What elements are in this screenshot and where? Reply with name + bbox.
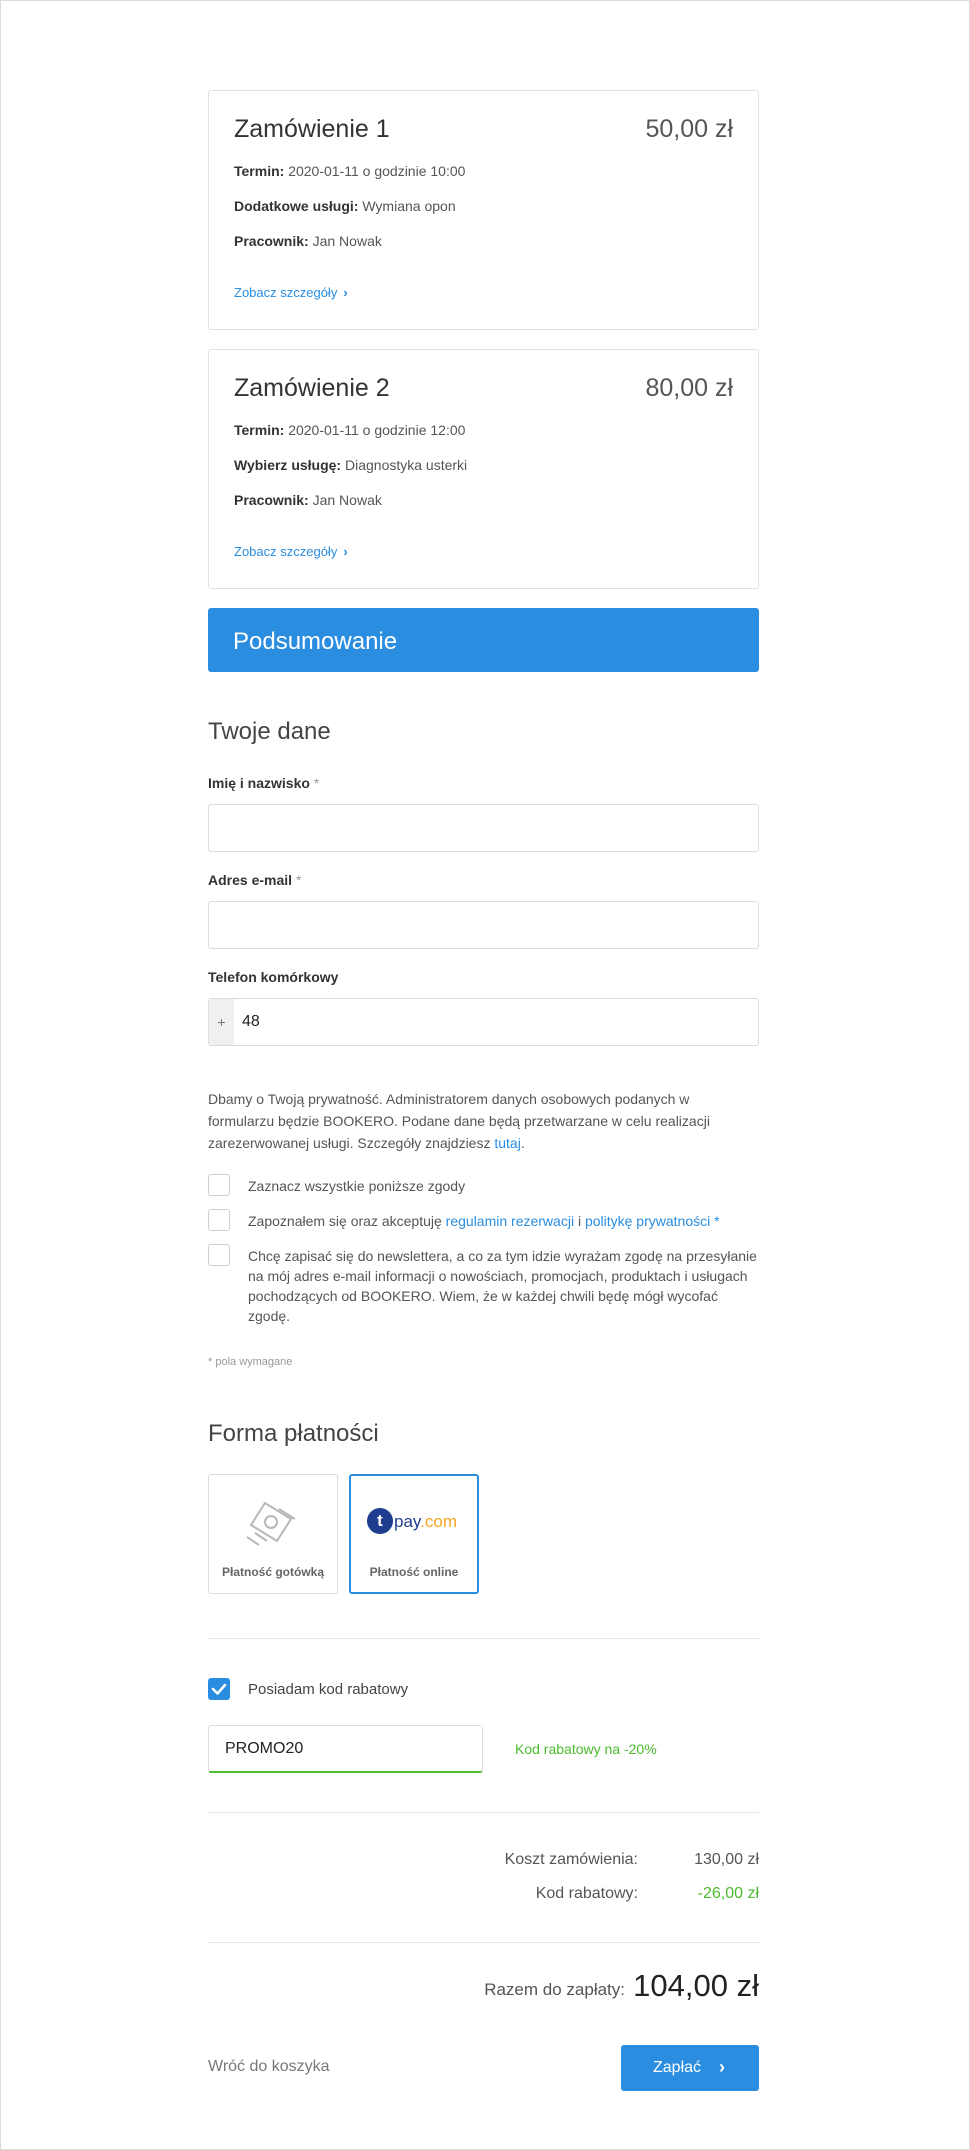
pay-button[interactable] bbox=[621, 2045, 759, 2091]
order-service bbox=[234, 457, 467, 473]
consent-terms-prefix: Zapoznałem się oraz akceptuję bbox=[248, 1213, 446, 1229]
consent-newsletter-checkbox[interactable] bbox=[208, 1244, 230, 1266]
order-cost-value: 130,00 zł bbox=[694, 1851, 759, 1868]
discount-code-value: PROMO20 bbox=[225, 1740, 304, 1757]
order-service bbox=[234, 198, 456, 214]
privacy-text: Dbamy o Twoją prywatność. Administratorem danych osobowych podanych w formularzu będzie BOOKERO. Podane dane będą przetwarzane w celu realizacji zarezerwowanej usługi. Szczegóły znajdziesz bbox=[208, 1091, 710, 1151]
cash-icon bbox=[245, 1497, 303, 1547]
consent-terms-and: i bbox=[574, 1213, 585, 1229]
consent-newsletter-label: Chcę zapisać się do newslettera, a co za tym idzie wyrażam zgodę na przesyłanie na mój adres e-mail informacji o nowościach, promocjach, produktach i usługach pochodzących od BOOKERO. Wiem, że w każdej chwili będę mógł wycofać zgodę. bbox=[248, 1248, 757, 1324]
consent-all-checkbox[interactable] bbox=[208, 1174, 230, 1196]
order-service-label: Dodatkowe usługi: bbox=[234, 198, 359, 214]
discount-code-input[interactable] bbox=[208, 1725, 483, 1773]
order-term bbox=[234, 422, 465, 438]
order-details-link[interactable] bbox=[234, 544, 348, 559]
payment-cash-option[interactable] bbox=[208, 1474, 338, 1594]
order-details-link[interactable] bbox=[234, 285, 348, 300]
order-service-label: Wybierz usługę: bbox=[234, 457, 342, 473]
summary-header: Podsumowanie bbox=[208, 608, 759, 672]
order-term-label: Termin: bbox=[234, 422, 285, 438]
payment-online-option[interactable] bbox=[349, 1474, 479, 1594]
order-term-value: 2020-01-11 o godzinie 12:00 bbox=[288, 422, 466, 438]
order-card-1 bbox=[208, 90, 759, 330]
privacy-notice bbox=[208, 1088, 748, 1154]
phone-value: 48 bbox=[242, 1013, 260, 1030]
privacy-end: . bbox=[520, 1135, 525, 1151]
order-card-2 bbox=[208, 349, 759, 589]
order-term bbox=[234, 163, 465, 179]
email-input[interactable] bbox=[208, 901, 759, 949]
order-price: 80,00 zł bbox=[645, 374, 733, 402]
discount-checkbox[interactable] bbox=[208, 1678, 230, 1700]
order-title: Zamówienie 1 bbox=[234, 115, 390, 143]
payment-cash-label: Płatność gotówką bbox=[221, 1565, 325, 1579]
divider bbox=[208, 1942, 759, 1943]
terms-link[interactable]: regulamin rezerwacji bbox=[445, 1213, 575, 1229]
tpay-logo-text bbox=[394, 1512, 457, 1532]
chevron-right-icon: › bbox=[343, 544, 348, 559]
phone-label: Telefon komórkowy bbox=[208, 969, 339, 985]
order-title: Zamówienie 2 bbox=[234, 374, 390, 402]
tpay-logo bbox=[367, 1506, 467, 1538]
order-details-link-label: Zobacz szczegóły bbox=[234, 544, 338, 559]
order-service-value: Diagnostyka usterki bbox=[344, 457, 468, 473]
back-to-cart-link[interactable]: Wróć do koszyka bbox=[208, 2058, 330, 2075]
phone-input[interactable] bbox=[208, 998, 759, 1046]
required-mark: * bbox=[710, 1213, 720, 1229]
chevron-right-icon: › bbox=[343, 285, 348, 300]
order-details-link-label: Zobacz szczegóły bbox=[234, 285, 338, 300]
order-worker-label: Pracownik: bbox=[234, 492, 309, 508]
discount-cost-value: -26,00 zł bbox=[697, 1885, 759, 1902]
consent-terms-label bbox=[248, 1211, 763, 1231]
order-worker bbox=[234, 492, 382, 508]
email-label bbox=[208, 872, 301, 888]
required-mark: * bbox=[313, 775, 320, 791]
name-input[interactable] bbox=[208, 804, 759, 852]
checkmark-icon bbox=[208, 1678, 230, 1700]
divider bbox=[208, 1812, 759, 1813]
name-label-text: Imię i nazwisko bbox=[208, 775, 310, 791]
discount-status: Kod rabatowy na -20% bbox=[515, 1741, 657, 1757]
privacy-details-link[interactable]: tutaj bbox=[494, 1135, 521, 1151]
total-label: Razem do zapłaty: bbox=[484, 1980, 625, 1999]
order-price: 50,00 zł bbox=[645, 115, 733, 143]
order-term-label: Termin: bbox=[234, 163, 285, 179]
order-cost-label: Koszt zamówienia: bbox=[504, 1851, 638, 1868]
tpay-logo-com: .com bbox=[420, 1512, 457, 1531]
privacy-policy-link[interactable]: politykę prywatności bbox=[584, 1213, 711, 1229]
total-value: 104,00 zł bbox=[633, 1968, 759, 2003]
discount-checkbox-label: Posiadam kod rabatowy bbox=[248, 1681, 409, 1698]
payment-title: Forma płatności bbox=[208, 1420, 379, 1447]
order-service-value: Wymiana opon bbox=[362, 198, 456, 214]
tpay-logo-pay: pay bbox=[394, 1512, 421, 1531]
chevron-right-icon: › bbox=[719, 2057, 725, 2077]
required-fields-note: * pola wymagane bbox=[208, 1356, 293, 1368]
email-label-text: Adres e-mail bbox=[208, 872, 293, 888]
phone-prefix: + bbox=[209, 999, 234, 1045]
discount-cost-label: Kod rabatowy: bbox=[535, 1885, 638, 1902]
required-mark: * bbox=[295, 872, 302, 888]
order-worker-value: Jan Nowak bbox=[312, 492, 382, 508]
order-worker-value: Jan Nowak bbox=[312, 233, 382, 249]
divider bbox=[208, 1638, 759, 1639]
order-term-value: 2020-01-11 o godzinie 10:00 bbox=[288, 163, 466, 179]
consent-all-label: Zaznacz wszystkie poniższe zgody bbox=[248, 1178, 466, 1194]
consent-terms-checkbox[interactable] bbox=[208, 1209, 230, 1231]
pay-button-label: Zapłać bbox=[653, 2059, 702, 2076]
payment-online-label: Płatność online bbox=[369, 1565, 459, 1579]
order-worker bbox=[234, 233, 382, 249]
tpay-logo-t: t bbox=[367, 1508, 393, 1534]
order-worker-label: Pracownik: bbox=[234, 233, 309, 249]
name-label bbox=[208, 775, 319, 791]
personal-data-title: Twoje dane bbox=[208, 718, 331, 745]
